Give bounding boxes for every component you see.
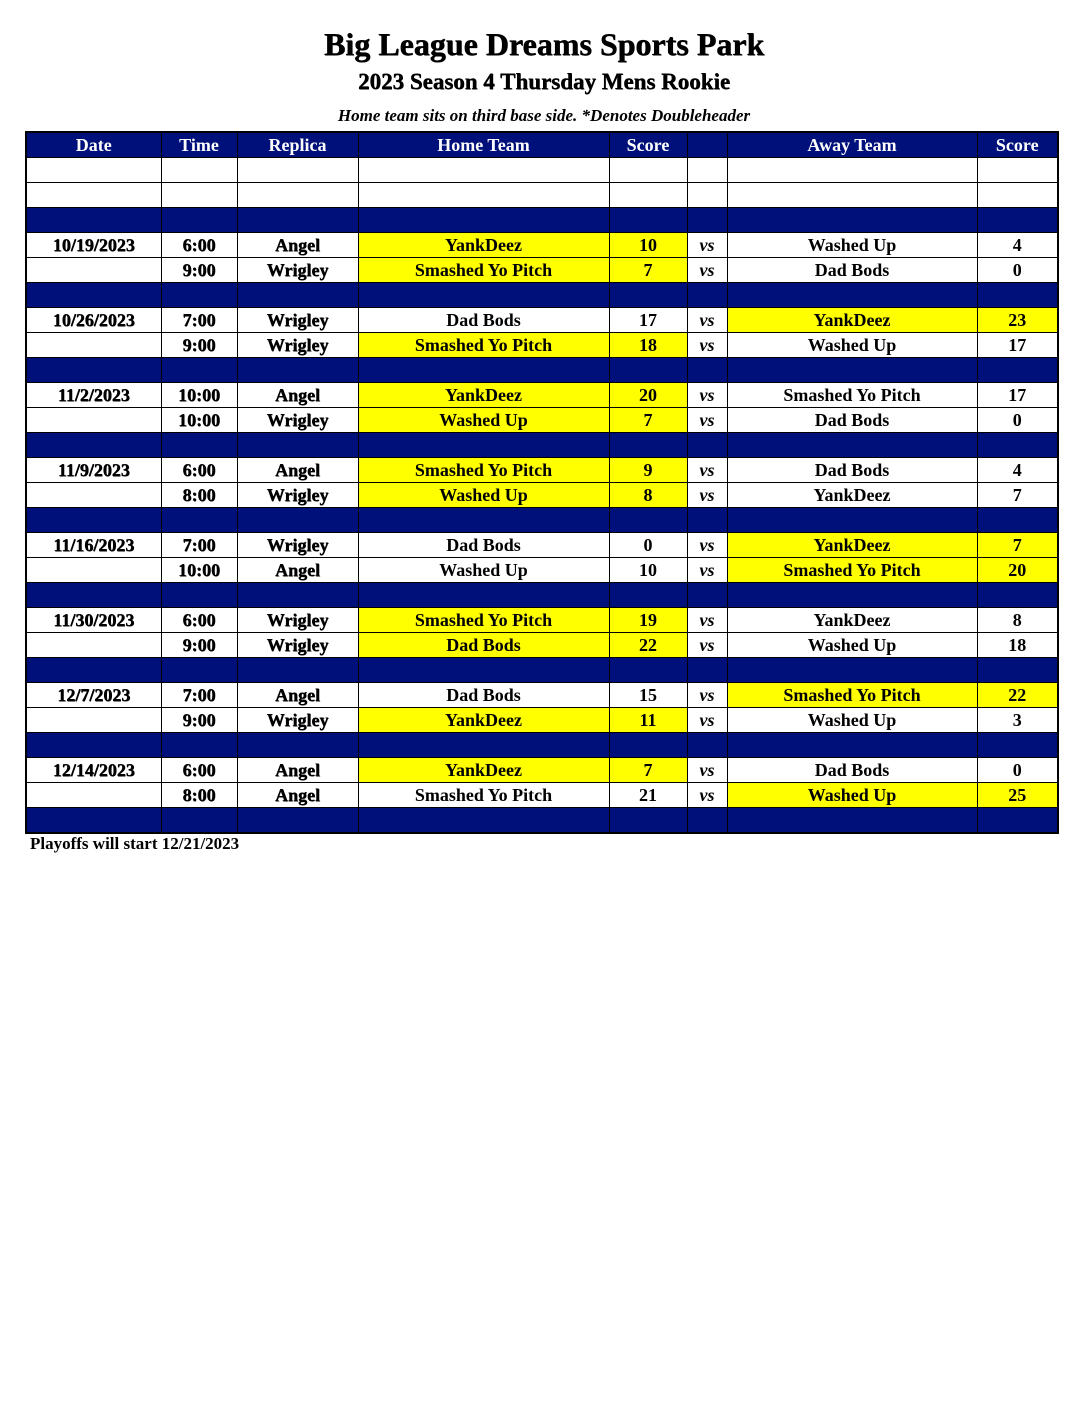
cell-replica: Wrigley — [237, 483, 358, 508]
game-row — [26, 558, 1058, 583]
cell-home-team: YankDeez — [358, 233, 609, 258]
cell-home-score — [609, 583, 687, 608]
column-header-replica: Replica — [237, 132, 358, 158]
cell-home-team: YankDeez — [358, 383, 609, 408]
cell-away-team: YankDeez — [727, 533, 977, 558]
cell-home-team — [358, 158, 609, 183]
cell-date: 12/14/2023 — [26, 758, 161, 783]
cell-away-team — [727, 733, 977, 758]
schedule-table — [25, 131, 1059, 834]
cell-away-score — [977, 508, 1058, 533]
cell-home-team: YankDeez — [358, 758, 609, 783]
cell-vs: vs — [687, 408, 727, 433]
cell-away-team — [727, 208, 977, 233]
cell-home-team — [358, 808, 609, 834]
cell-away-score: 7 — [977, 533, 1058, 558]
cell-away-team: Smashed Yo Pitch — [727, 558, 977, 583]
cell-vs: vs — [687, 758, 727, 783]
cell-date: 11/9/2023 — [26, 458, 161, 483]
cell-vs — [687, 508, 727, 533]
cell-replica: Angel — [237, 233, 358, 258]
cell-away-team: Washed Up — [727, 633, 977, 658]
game-row — [26, 783, 1058, 808]
cell-replica: Wrigley — [237, 608, 358, 633]
cell-date — [26, 708, 161, 733]
cell-vs — [687, 208, 727, 233]
cell-time: 8:00 — [161, 483, 237, 508]
cell-time — [161, 183, 237, 208]
cell-vs: vs — [687, 333, 727, 358]
separator-row — [26, 808, 1058, 834]
separator-row — [26, 433, 1058, 458]
cell-home-score — [609, 358, 687, 383]
cell-replica: Wrigley — [237, 633, 358, 658]
cell-time — [161, 208, 237, 233]
playoffs-note: Playoffs will start 12/21/2023 — [30, 834, 240, 853]
cell-home-score — [609, 183, 687, 208]
cell-replica — [237, 733, 358, 758]
cell-date — [26, 808, 161, 834]
cell-time — [161, 583, 237, 608]
cell-vs: vs — [687, 308, 727, 333]
cell-home-team — [358, 508, 609, 533]
cell-time: 7:00 — [161, 308, 237, 333]
cell-vs: vs — [687, 383, 727, 408]
cell-away-score: 4 — [977, 233, 1058, 258]
cell-home-score: 11 — [609, 708, 687, 733]
cell-time: 9:00 — [161, 633, 237, 658]
cell-away-team: Dad Bods — [727, 758, 977, 783]
cell-vs — [687, 358, 727, 383]
cell-time — [161, 733, 237, 758]
cell-home-team: Smashed Yo Pitch — [358, 783, 609, 808]
cell-date — [26, 508, 161, 533]
cell-replica — [237, 583, 358, 608]
game-row — [26, 233, 1058, 258]
cell-time: 7:00 — [161, 533, 237, 558]
cell-time: 6:00 — [161, 458, 237, 483]
cell-away-team — [727, 808, 977, 834]
cell-home-team — [358, 433, 609, 458]
cell-home-team: Washed Up — [358, 408, 609, 433]
cell-time: 10:00 — [161, 408, 237, 433]
cell-date — [26, 158, 161, 183]
cell-time — [161, 508, 237, 533]
cell-away-score — [977, 358, 1058, 383]
cell-away-team — [727, 508, 977, 533]
cell-home-score: 10 — [609, 233, 687, 258]
blank-row — [26, 158, 1058, 183]
cell-home-score: 17 — [609, 308, 687, 333]
game-row — [26, 383, 1058, 408]
cell-home-score: 7 — [609, 758, 687, 783]
cell-time — [161, 283, 237, 308]
cell-home-score — [609, 508, 687, 533]
cell-replica: Wrigley — [237, 258, 358, 283]
header-row — [26, 132, 1058, 158]
cell-home-team — [358, 583, 609, 608]
cell-away-score: 20 — [977, 558, 1058, 583]
game-row — [26, 608, 1058, 633]
cell-home-team — [358, 733, 609, 758]
cell-time — [161, 658, 237, 683]
cell-home-team: Smashed Yo Pitch — [358, 258, 609, 283]
cell-home-team — [358, 658, 609, 683]
cell-vs: vs — [687, 683, 727, 708]
cell-date — [26, 583, 161, 608]
cell-home-score: 7 — [609, 408, 687, 433]
cell-home-score: 0 — [609, 533, 687, 558]
cell-vs: vs — [687, 233, 727, 258]
cell-away-score: 17 — [977, 333, 1058, 358]
cell-replica: Wrigley — [237, 333, 358, 358]
cell-home-team — [358, 183, 609, 208]
cell-away-team — [727, 658, 977, 683]
cell-home-score: 20 — [609, 383, 687, 408]
cell-away-team — [727, 183, 977, 208]
cell-replica: Wrigley — [237, 408, 358, 433]
page-title: Big League Dreams Sports Park — [323, 26, 765, 62]
cell-time — [161, 808, 237, 834]
cell-away-score: 25 — [977, 783, 1058, 808]
cell-away-team: Washed Up — [727, 233, 977, 258]
cell-vs — [687, 183, 727, 208]
cell-replica — [237, 658, 358, 683]
game-row — [26, 458, 1058, 483]
cell-replica — [237, 358, 358, 383]
cell-away-score — [977, 808, 1058, 834]
cell-time: 10:00 — [161, 558, 237, 583]
cell-date: 12/7/2023 — [26, 683, 161, 708]
cell-away-score: 23 — [977, 308, 1058, 333]
cell-time — [161, 433, 237, 458]
game-row — [26, 333, 1058, 358]
cell-away-score: 22 — [977, 683, 1058, 708]
cell-replica — [237, 433, 358, 458]
cell-home-score: 22 — [609, 633, 687, 658]
cell-home-score: 18 — [609, 333, 687, 358]
cell-away-team — [727, 433, 977, 458]
cell-replica: Wrigley — [237, 533, 358, 558]
column-header-away-team: Away Team — [727, 132, 977, 158]
cell-away-score — [977, 283, 1058, 308]
cell-away-score: 4 — [977, 458, 1058, 483]
cell-home-score: 21 — [609, 783, 687, 808]
separator-row — [26, 358, 1058, 383]
cell-away-score — [977, 158, 1058, 183]
cell-date — [26, 433, 161, 458]
cell-vs — [687, 158, 727, 183]
game-row — [26, 683, 1058, 708]
cell-home-team: Smashed Yo Pitch — [358, 333, 609, 358]
cell-away-team: Smashed Yo Pitch — [727, 683, 977, 708]
game-row — [26, 633, 1058, 658]
cell-away-team: YankDeez — [727, 483, 977, 508]
cell-home-team: Dad Bods — [358, 683, 609, 708]
cell-home-team — [358, 283, 609, 308]
column-header-vs — [687, 132, 727, 158]
cell-date — [26, 283, 161, 308]
cell-replica: Angel — [237, 458, 358, 483]
separator-row — [26, 583, 1058, 608]
separator-row — [26, 658, 1058, 683]
cell-replica: Angel — [237, 758, 358, 783]
cell-vs — [687, 583, 727, 608]
cell-replica: Wrigley — [237, 308, 358, 333]
separator-row — [26, 283, 1058, 308]
cell-home-team: Smashed Yo Pitch — [358, 458, 609, 483]
schedule-body — [26, 158, 1058, 834]
cell-home-team: Washed Up — [358, 483, 609, 508]
separator-row — [26, 733, 1058, 758]
cell-away-team: YankDeez — [727, 308, 977, 333]
cell-away-score — [977, 583, 1058, 608]
cell-date — [26, 783, 161, 808]
cell-home-team: YankDeez — [358, 708, 609, 733]
cell-vs: vs — [687, 608, 727, 633]
cell-replica — [237, 183, 358, 208]
cell-replica: Angel — [237, 783, 358, 808]
cell-away-team: Smashed Yo Pitch — [727, 383, 977, 408]
cell-vs — [687, 433, 727, 458]
cell-home-team — [358, 208, 609, 233]
cell-time: 6:00 — [161, 608, 237, 633]
cell-away-score: 0 — [977, 408, 1058, 433]
blank-row — [26, 183, 1058, 208]
cell-vs — [687, 808, 727, 834]
cell-away-team — [727, 583, 977, 608]
cell-away-team: Dad Bods — [727, 458, 977, 483]
game-row — [26, 408, 1058, 433]
game-row — [26, 483, 1058, 508]
cell-date — [26, 408, 161, 433]
cell-home-score — [609, 283, 687, 308]
cell-vs: vs — [687, 558, 727, 583]
cell-home-score: 8 — [609, 483, 687, 508]
cell-time: 9:00 — [161, 333, 237, 358]
cell-replica — [237, 208, 358, 233]
cell-away-team: Washed Up — [727, 333, 977, 358]
cell-away-team: Dad Bods — [727, 408, 977, 433]
cell-vs: vs — [687, 633, 727, 658]
cell-home-score: 9 — [609, 458, 687, 483]
column-header-time: Time — [161, 132, 237, 158]
cell-away-team — [727, 283, 977, 308]
cell-date — [26, 658, 161, 683]
cell-time — [161, 158, 237, 183]
cell-away-team — [727, 358, 977, 383]
cell-away-score: 18 — [977, 633, 1058, 658]
cell-home-score — [609, 158, 687, 183]
cell-vs: vs — [687, 783, 727, 808]
cell-replica: Angel — [237, 683, 358, 708]
cell-home-score: 7 — [609, 258, 687, 283]
cell-away-score — [977, 433, 1058, 458]
cell-time: 8:00 — [161, 783, 237, 808]
cell-away-score — [977, 183, 1058, 208]
cell-away-score — [977, 208, 1058, 233]
cell-date — [26, 358, 161, 383]
schedule-note: Home team sits on third base side. *Denotes Doubleheader — [337, 106, 751, 125]
cell-away-score: 7 — [977, 483, 1058, 508]
cell-home-score — [609, 733, 687, 758]
cell-replica: Angel — [237, 383, 358, 408]
page-subtitle: 2023 Season 4 Thursday Mens Rookie — [357, 69, 731, 94]
cell-vs — [687, 283, 727, 308]
cell-away-score: 3 — [977, 708, 1058, 733]
cell-date: 11/30/2023 — [26, 608, 161, 633]
game-row — [26, 533, 1058, 558]
cell-replica — [237, 158, 358, 183]
cell-time: 9:00 — [161, 258, 237, 283]
cell-away-team: YankDeez — [727, 608, 977, 633]
cell-time: 6:00 — [161, 758, 237, 783]
cell-date — [26, 183, 161, 208]
cell-away-team — [727, 158, 977, 183]
cell-home-team: Washed Up — [358, 558, 609, 583]
cell-replica — [237, 808, 358, 834]
cell-vs: vs — [687, 258, 727, 283]
cell-home-score — [609, 808, 687, 834]
cell-vs: vs — [687, 533, 727, 558]
cell-vs: vs — [687, 458, 727, 483]
column-header-away-score: Score — [977, 132, 1058, 158]
cell-home-score: 10 — [609, 558, 687, 583]
cell-home-score — [609, 208, 687, 233]
cell-date: 11/2/2023 — [26, 383, 161, 408]
cell-away-team: Washed Up — [727, 708, 977, 733]
cell-away-score: 0 — [977, 758, 1058, 783]
separator-row — [26, 208, 1058, 233]
cell-vs — [687, 658, 727, 683]
cell-home-score — [609, 433, 687, 458]
column-header-home-score: Score — [609, 132, 687, 158]
cell-time: 6:00 — [161, 233, 237, 258]
cell-date — [26, 733, 161, 758]
game-row — [26, 758, 1058, 783]
cell-away-score: 17 — [977, 383, 1058, 408]
cell-time — [161, 358, 237, 383]
cell-vs — [687, 733, 727, 758]
cell-replica: Wrigley — [237, 708, 358, 733]
cell-time: 10:00 — [161, 383, 237, 408]
cell-date — [26, 633, 161, 658]
cell-date — [26, 258, 161, 283]
cell-away-team: Dad Bods — [727, 258, 977, 283]
cell-replica: Angel — [237, 558, 358, 583]
cell-replica — [237, 508, 358, 533]
cell-away-score: 0 — [977, 258, 1058, 283]
cell-home-team: Dad Bods — [358, 308, 609, 333]
cell-away-score — [977, 658, 1058, 683]
cell-date — [26, 558, 161, 583]
separator-row — [26, 508, 1058, 533]
game-row — [26, 258, 1058, 283]
cell-time: 7:00 — [161, 683, 237, 708]
cell-home-score — [609, 658, 687, 683]
column-header-date: Date — [26, 132, 161, 158]
cell-date — [26, 483, 161, 508]
game-row — [26, 708, 1058, 733]
cell-home-team — [358, 358, 609, 383]
cell-home-score: 19 — [609, 608, 687, 633]
cell-vs: vs — [687, 708, 727, 733]
cell-date — [26, 333, 161, 358]
cell-replica — [237, 283, 358, 308]
column-header-home-team: Home Team — [358, 132, 609, 158]
cell-date — [26, 208, 161, 233]
cell-home-team: Dad Bods — [358, 633, 609, 658]
cell-home-team: Dad Bods — [358, 533, 609, 558]
cell-home-team: Smashed Yo Pitch — [358, 608, 609, 633]
cell-away-score — [977, 733, 1058, 758]
cell-time: 9:00 — [161, 708, 237, 733]
cell-home-score: 15 — [609, 683, 687, 708]
cell-away-team: Washed Up — [727, 783, 977, 808]
cell-away-score: 8 — [977, 608, 1058, 633]
game-row — [26, 308, 1058, 333]
cell-date: 10/26/2023 — [26, 308, 161, 333]
cell-date: 11/16/2023 — [26, 533, 161, 558]
cell-date: 10/19/2023 — [26, 233, 161, 258]
cell-vs: vs — [687, 483, 727, 508]
